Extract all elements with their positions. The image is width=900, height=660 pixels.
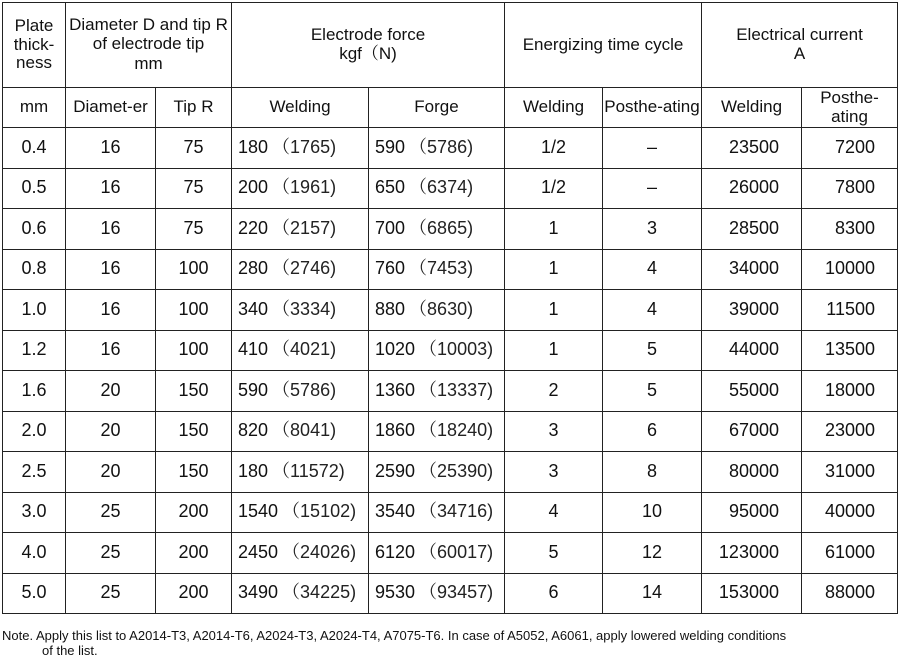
cell-force-forge-kgf: 9530 — [375, 582, 416, 603]
cell-force-forge-kgf: 3540 — [375, 501, 416, 522]
cell-time-welding: 2 — [505, 371, 603, 412]
cell-thickness: 1.2 — [3, 330, 66, 371]
cell-force-forge-newton: （93457) — [419, 582, 494, 603]
cell-current-welding: 23500 — [702, 128, 802, 169]
cell-diameter: 20 — [66, 452, 156, 493]
cell-force-forge — [369, 209, 505, 250]
table-row — [3, 209, 898, 250]
cell-time-welding: 5 — [505, 533, 603, 574]
cell-force-forge-newton: （7453) — [409, 258, 474, 279]
table-row — [3, 128, 898, 169]
cell-force-welding-kgf: 180 — [238, 136, 269, 157]
cell-current-postheating: 61000 — [802, 533, 898, 574]
table-row — [3, 290, 898, 331]
cell-force-forge-kgf: 6120 — [375, 541, 416, 562]
cell-force-forge — [369, 371, 505, 412]
cell-current-welding: 34000 — [702, 249, 802, 290]
cell-time-postheating: 3 — [603, 209, 702, 250]
cell-force-welding-newton: （3334) — [272, 298, 337, 319]
cell-current-welding: 28500 — [702, 209, 802, 250]
cell-force-welding — [232, 411, 369, 452]
cell-force-forge-newton: （6374) — [409, 177, 474, 198]
cell-force-welding-newton: （4021) — [272, 339, 337, 360]
header-current-welding — [702, 88, 802, 128]
cell-time-welding: 1 — [505, 209, 603, 250]
cell-force-welding-newton: （8041) — [272, 420, 337, 441]
cell-force-welding-newton: （34225) — [282, 582, 357, 603]
cell-time-postheating: 5 — [603, 371, 702, 412]
cell-thickness: 0.4 — [3, 128, 66, 169]
cell-force-welding — [232, 290, 369, 331]
cell-thickness: 0.5 — [3, 168, 66, 209]
header-energizing — [505, 3, 702, 88]
cell-force-forge-kgf: 1020 — [375, 339, 416, 360]
cell-force-forge-newton: （13337) — [419, 379, 494, 400]
header-diameter-tip-label: Diameter D and tip R of electrode tip — [69, 14, 228, 53]
header-current-postheating-label: Posthe-ating — [820, 87, 879, 126]
header-electrical-current — [702, 3, 898, 88]
cell-force-welding-kgf: 3490 — [238, 582, 279, 603]
cell-force-forge-kgf: 590 — [375, 136, 406, 157]
cell-force-forge — [369, 573, 505, 614]
cell-time-welding: 6 — [505, 573, 603, 614]
table-row — [3, 573, 898, 614]
cell-current-postheating: 8300 — [802, 209, 898, 250]
cell-current-welding: 67000 — [702, 411, 802, 452]
cell-current-welding: 95000 — [702, 492, 802, 533]
cell-thickness: 4.0 — [3, 533, 66, 574]
cell-time-welding: 1 — [505, 330, 603, 371]
cell-force-forge-newton: （8630) — [409, 298, 474, 319]
cell-current-postheating: 13500 — [802, 330, 898, 371]
cell-current-postheating: 88000 — [802, 573, 898, 614]
cell-thickness: 3.0 — [3, 492, 66, 533]
cell-force-forge-newton: （34716) — [419, 501, 494, 522]
cell-force-welding-newton: （1765) — [272, 136, 337, 157]
header-diameter-tip-unit: mm — [134, 54, 163, 74]
cell-force-welding-kgf: 410 — [238, 339, 269, 360]
table-row — [3, 492, 898, 533]
table-row — [3, 330, 898, 371]
header-tip-r — [156, 88, 232, 128]
cell-diameter: 16 — [66, 168, 156, 209]
cell-force-forge — [369, 452, 505, 493]
cell-force-welding-newton: （15102) — [282, 501, 357, 522]
table-row — [3, 452, 898, 493]
header-electrode-force-unit: kgf（N) — [339, 44, 397, 63]
cell-force-welding-newton: （24026) — [282, 541, 357, 562]
cell-current-postheating: 7200 — [802, 128, 898, 169]
cell-force-forge-newton: （60017) — [419, 541, 494, 562]
cell-force-welding — [232, 533, 369, 574]
table-row — [3, 168, 898, 209]
cell-force-welding-newton: （1961) — [272, 177, 337, 198]
cell-time-postheating: – — [603, 168, 702, 209]
header-electrical-current-label: Electrical current — [736, 25, 863, 45]
cell-force-forge — [369, 492, 505, 533]
cell-force-forge-kgf: 1360 — [375, 379, 416, 400]
table-row — [3, 533, 898, 574]
cell-force-forge-newton: （10003) — [419, 339, 494, 360]
cell-force-welding-kgf: 180 — [238, 460, 269, 481]
cell-diameter: 16 — [66, 330, 156, 371]
cell-force-forge-newton: （6865) — [409, 217, 474, 238]
cell-thickness: 2.0 — [3, 411, 66, 452]
cell-tip-r: 200 — [156, 573, 232, 614]
cell-force-welding — [232, 128, 369, 169]
header-diameter — [66, 88, 156, 128]
cell-time-welding: 3 — [505, 452, 603, 493]
cell-force-forge — [369, 411, 505, 452]
cell-current-postheating: 18000 — [802, 371, 898, 412]
table-row — [3, 249, 898, 290]
header-time-welding — [505, 88, 603, 128]
cell-force-welding — [232, 573, 369, 614]
cell-force-welding — [232, 168, 369, 209]
cell-tip-r: 200 — [156, 492, 232, 533]
header-time-postheating-label: Posthe-ating — [604, 97, 700, 117]
cell-diameter: 25 — [66, 573, 156, 614]
header-tip-r-label: Tip R — [173, 97, 214, 117]
cell-diameter: 16 — [66, 290, 156, 331]
footnote — [2, 628, 894, 658]
cell-time-welding: 3 — [505, 411, 603, 452]
cell-force-forge — [369, 168, 505, 209]
cell-thickness: 0.8 — [3, 249, 66, 290]
header-diameter-label: Diamet-er — [73, 97, 148, 117]
cell-force-forge — [369, 128, 505, 169]
table-row — [3, 371, 898, 412]
cell-current-postheating: 40000 — [802, 492, 898, 533]
cell-force-welding-kgf: 1540 — [238, 501, 279, 522]
cell-tip-r: 150 — [156, 371, 232, 412]
header-electrical-current-unit: A — [793, 44, 806, 63]
cell-thickness: 0.6 — [3, 209, 66, 250]
cell-time-postheating: – — [603, 128, 702, 169]
header-force-welding-label: Welding — [269, 97, 331, 117]
cell-thickness: 5.0 — [3, 573, 66, 614]
cell-current-postheating: 31000 — [802, 452, 898, 493]
cell-force-welding — [232, 209, 369, 250]
header-time-welding-label: Welding — [522, 97, 585, 117]
cell-time-postheating: 10 — [603, 492, 702, 533]
cell-force-welding-kgf: 340 — [238, 298, 269, 319]
cell-force-forge-kgf: 650 — [375, 177, 406, 198]
cell-force-welding — [232, 492, 369, 533]
cell-time-welding: 1/2 — [505, 168, 603, 209]
footnote-line-1: Note. Apply this list to A2014-T3, A2014-T6, A2024-T3, A2024-T4, A7075-T6. In case of A5052, A6061, apply lowered welding conditions — [2, 628, 787, 643]
cell-force-welding — [232, 249, 369, 290]
cell-tip-r: 100 — [156, 249, 232, 290]
cell-current-postheating: 7800 — [802, 168, 898, 209]
cell-force-forge — [369, 290, 505, 331]
cell-force-welding — [232, 330, 369, 371]
cell-diameter: 16 — [66, 249, 156, 290]
cell-time-welding: 1/2 — [505, 128, 603, 169]
cell-force-welding-kgf: 2450 — [238, 541, 279, 562]
table-body — [3, 128, 898, 614]
cell-time-postheating: 5 — [603, 330, 702, 371]
cell-force-welding-kgf: 280 — [238, 258, 269, 279]
cell-diameter: 16 — [66, 128, 156, 169]
cell-current-postheating: 10000 — [802, 249, 898, 290]
cell-force-forge-kgf: 1860 — [375, 420, 416, 441]
cell-tip-r: 100 — [156, 330, 232, 371]
cell-thickness: 2.5 — [3, 452, 66, 493]
header-force-welding — [232, 88, 369, 128]
cell-force-welding-kgf: 200 — [238, 177, 269, 198]
header-electrode-force — [232, 3, 505, 88]
header-time-postheating — [603, 88, 702, 128]
cell-force-forge-kgf: 880 — [375, 298, 406, 319]
header-plate-thickness — [3, 3, 66, 88]
cell-force-welding-kgf: 820 — [238, 420, 269, 441]
cell-time-postheating: 8 — [603, 452, 702, 493]
cell-force-forge-newton: （5786) — [409, 136, 474, 157]
cell-current-welding: 44000 — [702, 330, 802, 371]
header-thickness-unit — [3, 88, 66, 128]
cell-time-welding: 1 — [505, 290, 603, 331]
cell-force-welding-kgf: 590 — [238, 379, 269, 400]
cell-force-welding-newton: （2157) — [272, 217, 337, 238]
cell-thickness: 1.0 — [3, 290, 66, 331]
cell-tip-r: 75 — [156, 128, 232, 169]
cell-tip-r: 75 — [156, 209, 232, 250]
table-row — [3, 411, 898, 452]
cell-current-postheating: 11500 — [802, 290, 898, 331]
header-plate-thickness-label: Plate thick-ness — [13, 15, 55, 73]
cell-force-forge-kgf: 2590 — [375, 460, 416, 481]
cell-force-welding-newton: （5786) — [272, 379, 337, 400]
cell-diameter: 25 — [66, 492, 156, 533]
cell-time-postheating: 4 — [603, 290, 702, 331]
cell-force-welding-newton: （11572) — [272, 460, 345, 481]
cell-tip-r: 150 — [156, 411, 232, 452]
header-thickness-unit-label: mm — [19, 97, 49, 117]
cell-force-welding — [232, 371, 369, 412]
cell-time-postheating: 12 — [603, 533, 702, 574]
cell-force-welding-kgf: 220 — [238, 217, 269, 238]
cell-tip-r: 200 — [156, 533, 232, 574]
cell-current-welding: 55000 — [702, 371, 802, 412]
header-current-welding-label: Welding — [720, 97, 783, 117]
header-energizing-label: Energizing time cycle — [522, 34, 684, 54]
cell-tip-r: 100 — [156, 290, 232, 331]
cell-force-forge-newton: （18240) — [419, 420, 494, 441]
cell-time-postheating: 6 — [603, 411, 702, 452]
cell-current-welding: 26000 — [702, 168, 802, 209]
cell-force-forge-kgf: 760 — [375, 258, 406, 279]
cell-force-welding — [232, 452, 369, 493]
welding-conditions-table — [2, 2, 898, 614]
cell-tip-r: 150 — [156, 452, 232, 493]
cell-force-forge — [369, 533, 505, 574]
cell-diameter: 20 — [66, 411, 156, 452]
cell-current-postheating: 23000 — [802, 411, 898, 452]
header-diameter-tip — [66, 3, 232, 88]
cell-thickness: 1.6 — [3, 371, 66, 412]
cell-force-welding-newton: （2746) — [272, 258, 337, 279]
cell-current-welding: 123000 — [702, 533, 802, 574]
header-electrode-force-label: Electrode force — [310, 25, 426, 45]
header-force-forge-label: Forge — [414, 97, 459, 117]
cell-diameter: 25 — [66, 533, 156, 574]
cell-diameter: 16 — [66, 209, 156, 250]
header-force-forge — [369, 88, 505, 128]
cell-tip-r: 75 — [156, 168, 232, 209]
header-current-postheating — [802, 88, 898, 128]
cell-time-postheating: 14 — [603, 573, 702, 614]
cell-time-postheating: 4 — [603, 249, 702, 290]
cell-time-welding: 4 — [505, 492, 603, 533]
cell-force-forge-newton: （25390) — [419, 460, 494, 481]
footnote-line-2: of the list. — [42, 643, 98, 658]
cell-current-welding: 39000 — [702, 290, 802, 331]
cell-time-welding: 1 — [505, 249, 603, 290]
cell-force-forge — [369, 330, 505, 371]
cell-force-forge-kgf: 700 — [375, 217, 406, 238]
cell-current-welding: 80000 — [702, 452, 802, 493]
cell-diameter: 20 — [66, 371, 156, 412]
cell-force-forge — [369, 249, 505, 290]
cell-current-welding: 153000 — [702, 573, 802, 614]
